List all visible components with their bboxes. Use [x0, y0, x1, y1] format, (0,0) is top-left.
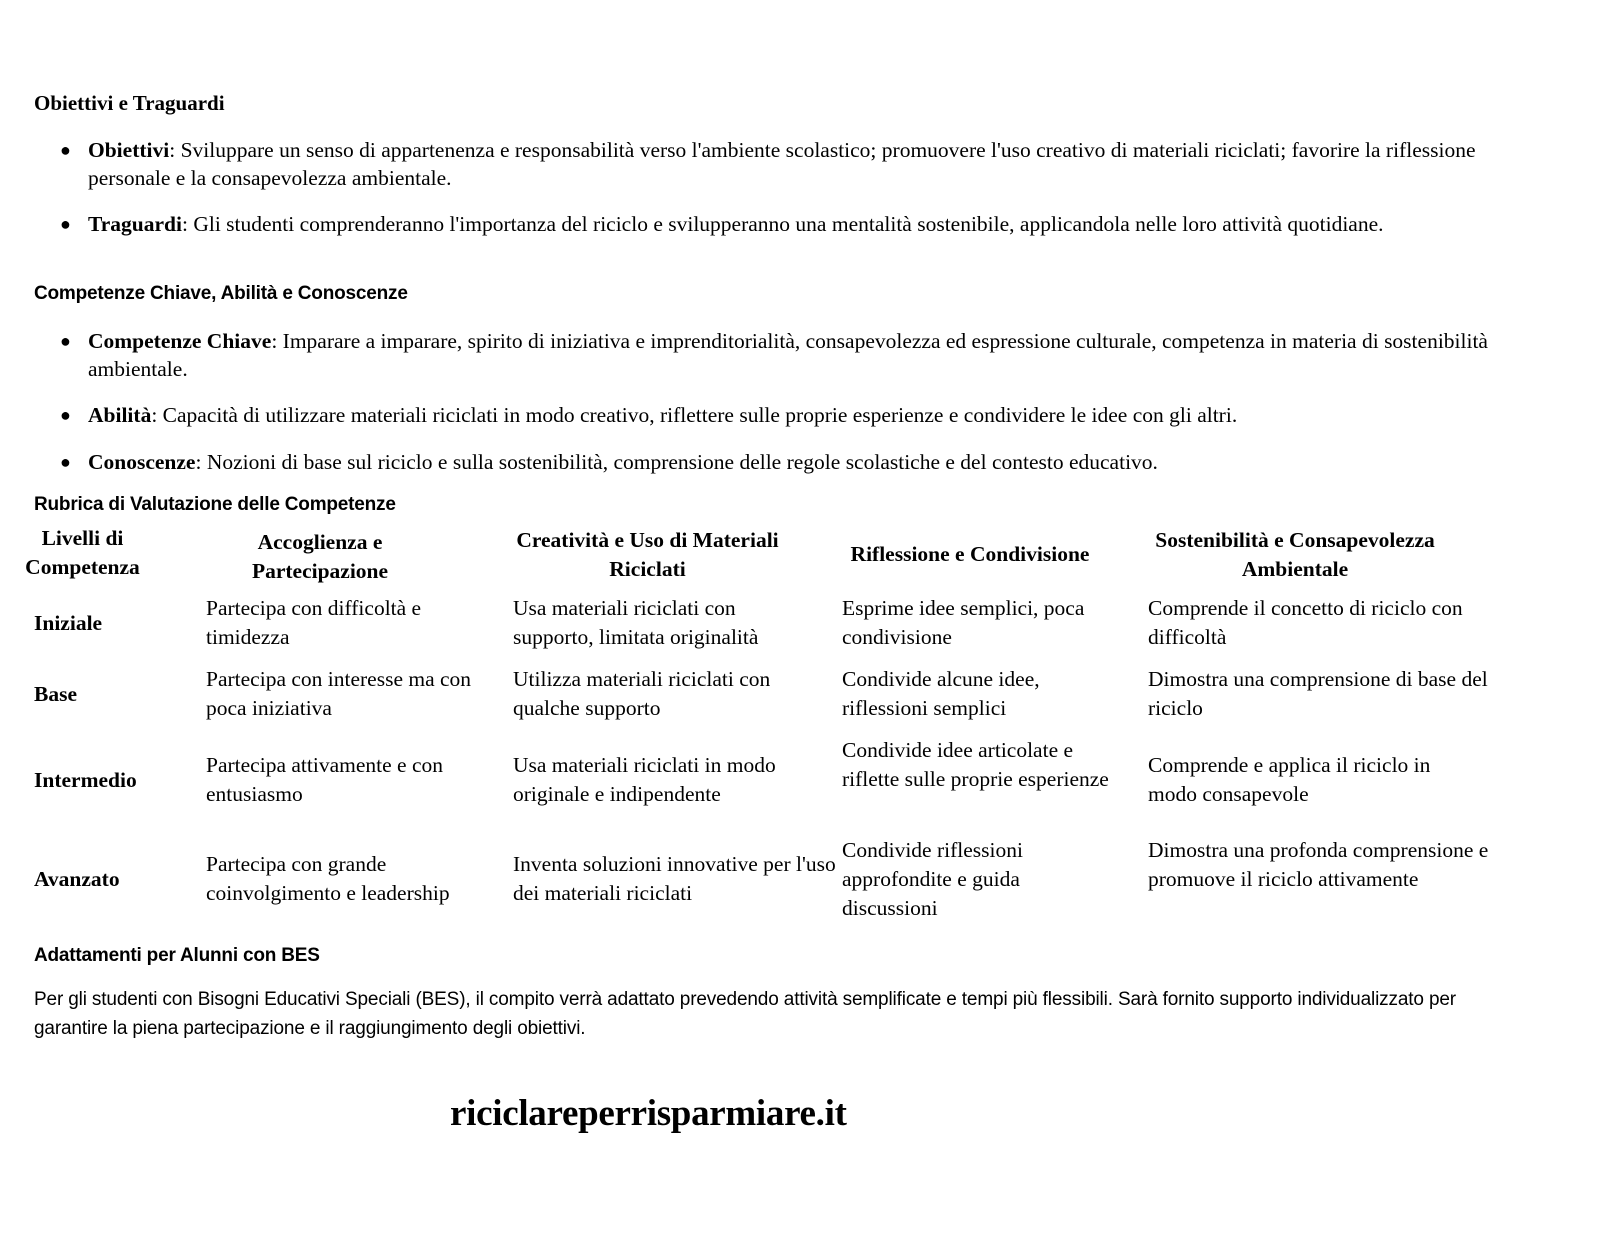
section-title-bes: Adattamenti per Alunni con BES [34, 945, 320, 966]
list-item [0, 401, 1520, 429]
list-item-term: Traguardi [88, 212, 182, 236]
column-header: Sostenibilità e Consapevolezza Ambientale [1155, 528, 1435, 581]
column-header: Riflessione e Condivisione [850, 542, 1090, 566]
section-title-rubrica: Rubrica di Valutazione delle Competenze [34, 494, 396, 515]
table-cell: Partecipa con interesse ma con poca iniziativa [206, 667, 472, 720]
level-label: Iniziale [34, 611, 103, 635]
level-label: Base [34, 682, 77, 706]
footer-website: riciclareperrisparmiare.it [450, 1093, 847, 1134]
table-cell: Condivide idee articolate e riflette sulle proprie esperienze [842, 738, 1109, 791]
list-item [0, 448, 1520, 476]
table-cell: Esprime idee semplici, poca condivisione [842, 596, 1085, 649]
list-item-text: : Imparare a imparare, spirito di iniziativa e imprenditorialità, consapevolezza ed espressione culturale, competenza in materia di sostenibilità ambientale. [88, 329, 1488, 381]
list-item-term: Competenze Chiave [88, 329, 272, 353]
list-item [0, 327, 1520, 383]
bullet-icon: ● [60, 452, 71, 472]
list-item-text: : Capacità di utilizzare materiali riciclati in modo creativo, riflettere sulle proprie esperienze e condividere le idee con gli altri. [151, 403, 1238, 427]
table-cell: Usa materiali riciclati in modo originale e indipendente [513, 753, 776, 806]
table-cell: Dimostra una comprensione di base del riciclo [1148, 667, 1488, 720]
bes-paragraph: Per gli studenti con Bisogni Educativi Speciali (BES), il compito verrà adattato prevedendo attività semplificate e tempi più flessibili. Sarà fornito supporto individualizzato per garantire la piena partecipazione e il raggiungimento degli obiettivi. [34, 989, 1456, 1039]
table-row [0, 594, 1560, 656]
competenze-list [0, 327, 1520, 476]
table-cell: Comprende il concetto di riciclo con difficoltà [1148, 596, 1463, 649]
level-label: Avanzato [34, 867, 120, 891]
list-item-text: : Nozioni di base sul riciclo e sulla sostenibilità, comprensione delle regole scolastiche e del contesto educativo. [195, 450, 1158, 474]
list-item [0, 136, 1520, 192]
obiettivi-list [0, 136, 1520, 238]
section-title-competenze: Competenze Chiave, Abilità e Conoscenze [34, 283, 408, 304]
table-cell: Inventa soluzioni innovative per l'uso dei materiali riciclati [513, 852, 836, 905]
level-label: Intermedio [34, 768, 137, 792]
section-title-obiettivi: Obiettivi e Traguardi [34, 91, 225, 115]
table-row [0, 736, 1560, 828]
table-cell: Partecipa con difficoltà e timidezza [206, 596, 422, 649]
table-cell: Partecipa con grande coinvolgimento e leadership [206, 852, 450, 905]
list-item-text: : Gli studenti comprenderanno l'importanza del riciclo e svilupperanno una mentalità sostenibile, applicandola nelle loro attività quotidiane. [181, 212, 1384, 236]
table-cell: Dimostra una profonda comprensione e promuove il riciclo attivamente [1148, 838, 1489, 891]
table-cell: Partecipa attivamente e con entusiasmo [206, 753, 443, 806]
column-header: Creatività e Uso di Materiali Riciclati [516, 528, 779, 581]
table-cell: Utilizza materiali riciclati con qualche supporto [513, 667, 771, 720]
list-item-term: Abilità [88, 403, 152, 427]
table-cell: Condivide riflessioni approfondite e guida discussioni [842, 838, 1023, 920]
column-header: Accoglienza e Partecipazione [251, 530, 389, 583]
list-item-text: : Sviluppare un senso di appartenenza e responsabilità verso l'ambiente scolastico; promuovere l'uso creativo di materiali riciclati; favorire la riflessione personale e la consapevolezza ambientale. [88, 138, 1476, 190]
list-item-term: Obiettivi [88, 138, 170, 162]
rubric-header-row [0, 524, 1560, 586]
table-cell: Usa materiali riciclati con supporto, limitata originalità [513, 596, 759, 649]
bullet-icon: ● [60, 214, 71, 234]
column-header: Livelli di Competenza [25, 526, 140, 579]
table-cell: Condivide alcune idee, riflessioni semplici [842, 667, 1040, 720]
bullet-icon: ● [60, 405, 71, 425]
bullet-icon: ● [60, 140, 71, 160]
table-cell: Comprende e applica il riciclo in modo consapevole [1148, 753, 1431, 806]
bullet-icon: ● [60, 331, 71, 351]
list-item [0, 210, 1520, 238]
table-row [0, 665, 1560, 727]
table-row [0, 836, 1560, 928]
list-item-term: Conoscenze [88, 450, 196, 474]
